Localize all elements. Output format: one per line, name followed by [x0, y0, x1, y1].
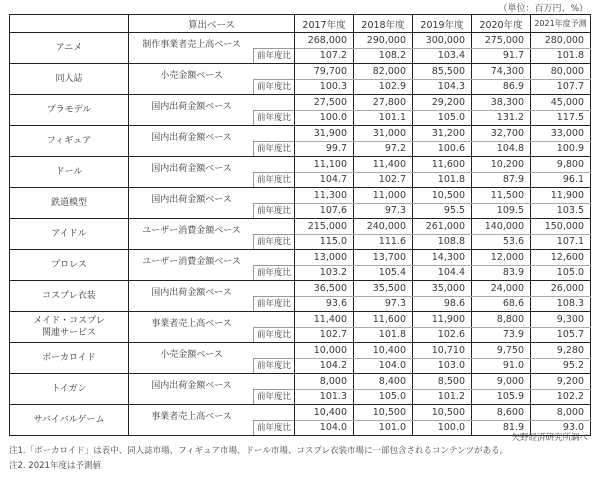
- yoy-cell: 96.1: [531, 172, 591, 188]
- basis-label: ユーザー消費金額ベース: [142, 257, 241, 267]
- table-row: [10, 374, 591, 390]
- category-cell: コスプレ衣装: [10, 281, 129, 312]
- yoy-label: 前年度比: [253, 327, 294, 342]
- category-cell: フィギュア: [10, 126, 129, 157]
- value-cell: 82,000: [354, 64, 413, 80]
- basis-label: ユーザー消費金額ベース: [142, 226, 241, 236]
- yoy-cell: 93.0: [531, 420, 591, 436]
- value-cell: 11,100: [295, 157, 354, 173]
- table-row: [10, 219, 591, 235]
- category-cell: 鉄道模型: [10, 188, 129, 219]
- yoy-label: 前年度比: [253, 389, 294, 404]
- value-cell: 11,400: [354, 157, 413, 173]
- yoy-cell: 104.7: [295, 172, 354, 188]
- header-year-forecast: 2021年度予測: [531, 15, 591, 33]
- yoy-cell: 104.0: [295, 420, 354, 436]
- yoy-cell: 95.5: [413, 203, 472, 219]
- basis-label: 事業者売上高ベース: [151, 412, 232, 422]
- value-cell: 79,700: [295, 64, 354, 80]
- yoy-cell: 105.4: [354, 265, 413, 281]
- yoy-cell: 100.0: [295, 110, 354, 126]
- header-year: 2018年度: [354, 15, 413, 33]
- table-row: [10, 281, 591, 297]
- table-row: [10, 250, 591, 266]
- yoy-cell: 68.6: [472, 296, 531, 312]
- table-body: [10, 33, 591, 436]
- yoy-cell: 100.0: [413, 420, 472, 436]
- value-cell: 31,000: [354, 126, 413, 142]
- yoy-label: 前年度比: [253, 172, 294, 187]
- yoy-cell: 102.7: [295, 327, 354, 343]
- value-cell: 300,000: [413, 33, 472, 49]
- basis-label: 制作事業者売上高ベース: [142, 40, 241, 50]
- value-cell: 35,000: [413, 281, 472, 297]
- value-cell: 36,500: [295, 281, 354, 297]
- basis-label: 小売金額ベース: [160, 350, 223, 360]
- yoy-cell: 104.2: [295, 358, 354, 374]
- value-cell: 240,000: [354, 219, 413, 235]
- yoy-cell: 103.2: [295, 265, 354, 281]
- value-cell: 11,900: [531, 188, 591, 204]
- yoy-cell: 131.2: [472, 110, 531, 126]
- value-cell: 32,700: [472, 126, 531, 142]
- basis-cell: [129, 157, 295, 188]
- value-cell: 140,000: [472, 219, 531, 235]
- basis-cell: [129, 219, 295, 250]
- yoy-cell: 103.0: [413, 358, 472, 374]
- value-cell: 27,500: [295, 95, 354, 111]
- value-cell: 8,500: [413, 374, 472, 390]
- table-row: [10, 33, 591, 49]
- yoy-cell: 104.4: [413, 265, 472, 281]
- table-row: [10, 312, 591, 328]
- value-cell: 11,400: [295, 312, 354, 328]
- yoy-cell: 109.5: [472, 203, 531, 219]
- value-cell: 74,300: [472, 64, 531, 80]
- value-cell: 10,400: [295, 405, 354, 421]
- yoy-label: 前年度比: [253, 203, 294, 218]
- value-cell: 10,000: [295, 343, 354, 359]
- yoy-label: 前年度比: [253, 296, 294, 311]
- header-year: 2020年度: [472, 15, 531, 33]
- yoy-cell: 99.7: [295, 141, 354, 157]
- value-cell: 9,280: [531, 343, 591, 359]
- basis-label: 国内出荷金額ベース: [151, 195, 232, 205]
- yoy-cell: 91.7: [472, 48, 531, 64]
- value-cell: 10,200: [472, 157, 531, 173]
- yoy-cell: 98.6: [413, 296, 472, 312]
- table-row: [10, 405, 591, 421]
- yoy-cell: 101.8: [413, 172, 472, 188]
- category-cell: プロレス: [10, 250, 129, 281]
- table-row: [10, 95, 591, 111]
- yoy-cell: 104.3: [413, 79, 472, 95]
- yoy-label: 前年度比: [253, 234, 294, 249]
- basis-label: 事業者売上高ベース: [151, 319, 232, 329]
- header-year: 2019年度: [413, 15, 472, 33]
- basis-label: 国内出荷金額ベース: [151, 288, 232, 298]
- yoy-cell: 105.7: [531, 327, 591, 343]
- yoy-cell: 87.9: [472, 172, 531, 188]
- header-basis: 算出ベース: [129, 15, 295, 33]
- category-cell: ドール: [10, 157, 129, 188]
- value-cell: 268,000: [295, 33, 354, 49]
- value-cell: 11,000: [354, 188, 413, 204]
- yoy-cell: 53.6: [472, 234, 531, 250]
- category-cell: 同人誌: [10, 64, 129, 95]
- basis-cell: [129, 312, 295, 343]
- value-cell: 11,900: [413, 312, 472, 328]
- basis-label: 国内出荷金額ベース: [151, 133, 232, 143]
- note-1: 注1.「ボーカロイド」は表中、同人誌市場、フィギュア市場、ドール市場、コスプレ衣装市場に一部包含されるコンテンツがある。: [9, 446, 509, 456]
- yoy-cell: 101.8: [531, 48, 591, 64]
- basis-cell: [129, 374, 295, 405]
- value-cell: 11,600: [354, 312, 413, 328]
- value-cell: 8,600: [472, 405, 531, 421]
- value-cell: 11,300: [295, 188, 354, 204]
- value-cell: 8,000: [295, 374, 354, 390]
- table-row: [10, 188, 591, 204]
- basis-label: 国内出荷金額ベース: [151, 381, 232, 391]
- table-row: [10, 126, 591, 142]
- yoy-label: 前年度比: [253, 110, 294, 125]
- basis-label: 小売金額ベース: [160, 71, 223, 81]
- value-cell: 10,500: [413, 188, 472, 204]
- value-cell: 9,000: [472, 374, 531, 390]
- value-cell: 8,400: [354, 374, 413, 390]
- value-cell: 10,400: [354, 343, 413, 359]
- value-cell: 8,800: [472, 312, 531, 328]
- value-cell: 215,000: [295, 219, 354, 235]
- value-cell: 80,000: [531, 64, 591, 80]
- value-cell: 13,700: [354, 250, 413, 266]
- basis-cell: [129, 126, 295, 157]
- yoy-cell: 101.3: [295, 389, 354, 405]
- yoy-cell: 107.6: [295, 203, 354, 219]
- yoy-label: 前年度比: [253, 358, 294, 373]
- value-cell: 45,000: [531, 95, 591, 111]
- yoy-cell: 91.0: [472, 358, 531, 374]
- yoy-cell: 81.9: [472, 420, 531, 436]
- yoy-cell: 83.9: [472, 265, 531, 281]
- yoy-cell: 105.0: [413, 110, 472, 126]
- yoy-cell: 107.2: [295, 48, 354, 64]
- value-cell: 11,500: [472, 188, 531, 204]
- yoy-cell: 104.8: [472, 141, 531, 157]
- value-cell: 290,000: [354, 33, 413, 49]
- yoy-cell: 93.6: [295, 296, 354, 312]
- value-cell: 9,200: [531, 374, 591, 390]
- yoy-cell: 101.8: [354, 327, 413, 343]
- category-cell: トイガン: [10, 374, 129, 405]
- value-cell: 31,200: [413, 126, 472, 142]
- yoy-cell: 97.3: [354, 296, 413, 312]
- yoy-cell: 101.2: [413, 389, 472, 405]
- yoy-label: 前年度比: [253, 265, 294, 280]
- yoy-cell: 101.1: [354, 110, 413, 126]
- value-cell: 8,000: [531, 405, 591, 421]
- value-cell: 38,300: [472, 95, 531, 111]
- yoy-cell: 105.0: [354, 389, 413, 405]
- market-size-table: [9, 14, 591, 436]
- value-cell: 9,300: [531, 312, 591, 328]
- yoy-label: 前年度比: [253, 79, 294, 94]
- yoy-cell: 103.5: [531, 203, 591, 219]
- yoy-cell: 102.9: [354, 79, 413, 95]
- category-cell: ボーカロイド: [10, 343, 129, 374]
- table-row: [10, 64, 591, 80]
- category-cell: [10, 312, 129, 343]
- value-cell: 11,600: [413, 157, 472, 173]
- yoy-cell: 86.9: [472, 79, 531, 95]
- value-cell: 9,800: [531, 157, 591, 173]
- yoy-cell: 105.0: [531, 265, 591, 281]
- value-cell: 12,000: [472, 250, 531, 266]
- value-cell: 150,000: [531, 219, 591, 235]
- category-cell: サバイバルゲーム: [10, 405, 129, 436]
- value-cell: 85,500: [413, 64, 472, 80]
- yoy-label: 前年度比: [253, 48, 294, 63]
- category-line: メイド・コスプレ: [33, 316, 105, 326]
- value-cell: 27,800: [354, 95, 413, 111]
- header-category: [10, 15, 129, 33]
- table-row: [10, 343, 591, 359]
- yoy-cell: 103.4: [413, 48, 472, 64]
- note-2: 注2. 2021年度は予測値: [9, 461, 101, 471]
- value-cell: 24,000: [472, 281, 531, 297]
- source-label: 矢野経済研究所調べ: [511, 433, 588, 443]
- value-cell: 10,500: [413, 405, 472, 421]
- yoy-cell: 104.0: [354, 358, 413, 374]
- value-cell: 31,900: [295, 126, 354, 142]
- basis-cell: [129, 33, 295, 64]
- yoy-label: 前年度比: [253, 420, 294, 435]
- category-cell: アニメ: [10, 33, 129, 64]
- basis-label: 国内出荷金額ベース: [151, 102, 232, 112]
- yoy-cell: 108.2: [354, 48, 413, 64]
- yoy-cell: 111.6: [354, 234, 413, 250]
- table-row: [10, 157, 591, 173]
- yoy-cell: 101.0: [354, 420, 413, 436]
- header-row: [10, 15, 591, 33]
- yoy-cell: 102.7: [354, 172, 413, 188]
- category-cell: プラモデル: [10, 95, 129, 126]
- value-cell: 29,200: [413, 95, 472, 111]
- value-cell: 13,000: [295, 250, 354, 266]
- category-cell: アイドル: [10, 219, 129, 250]
- basis-cell: [129, 188, 295, 219]
- yoy-cell: 100.9: [531, 141, 591, 157]
- yoy-label: 前年度比: [253, 141, 294, 156]
- yoy-cell: 97.2: [354, 141, 413, 157]
- yoy-cell: 108.8: [413, 234, 472, 250]
- yoy-cell: 73.9: [472, 327, 531, 343]
- yoy-cell: 97.3: [354, 203, 413, 219]
- yoy-cell: 107.1: [531, 234, 591, 250]
- header-year: 2017年度: [295, 15, 354, 33]
- yoy-cell: 102.2: [531, 389, 591, 405]
- yoy-cell: 100.3: [295, 79, 354, 95]
- value-cell: 9,750: [472, 343, 531, 359]
- value-cell: 33,000: [531, 126, 591, 142]
- basis-label: 国内出荷金額ベース: [151, 164, 232, 174]
- value-cell: 280,000: [531, 33, 591, 49]
- value-cell: 261,000: [413, 219, 472, 235]
- yoy-cell: 105.9: [472, 389, 531, 405]
- basis-cell: [129, 64, 295, 95]
- basis-cell: [129, 95, 295, 126]
- value-cell: 10,500: [354, 405, 413, 421]
- yoy-cell: 115.0: [295, 234, 354, 250]
- yoy-cell: 108.3: [531, 296, 591, 312]
- yoy-cell: 117.5: [531, 110, 591, 126]
- yoy-cell: 107.7: [531, 79, 591, 95]
- value-cell: 14,300: [413, 250, 472, 266]
- basis-cell: [129, 343, 295, 374]
- category-line: 関連サービス: [41, 328, 96, 338]
- value-cell: 26,000: [531, 281, 591, 297]
- value-cell: 10,710: [413, 343, 472, 359]
- basis-cell: [129, 281, 295, 312]
- value-cell: 35,500: [354, 281, 413, 297]
- unit-label: （単位：百万円、%）: [498, 4, 588, 14]
- yoy-cell: 95.2: [531, 358, 591, 374]
- value-cell: 275,000: [472, 33, 531, 49]
- basis-cell: [129, 405, 295, 436]
- yoy-cell: 102.6: [413, 327, 472, 343]
- yoy-cell: 100.6: [413, 141, 472, 157]
- basis-cell: [129, 250, 295, 281]
- value-cell: 12,600: [531, 250, 591, 266]
